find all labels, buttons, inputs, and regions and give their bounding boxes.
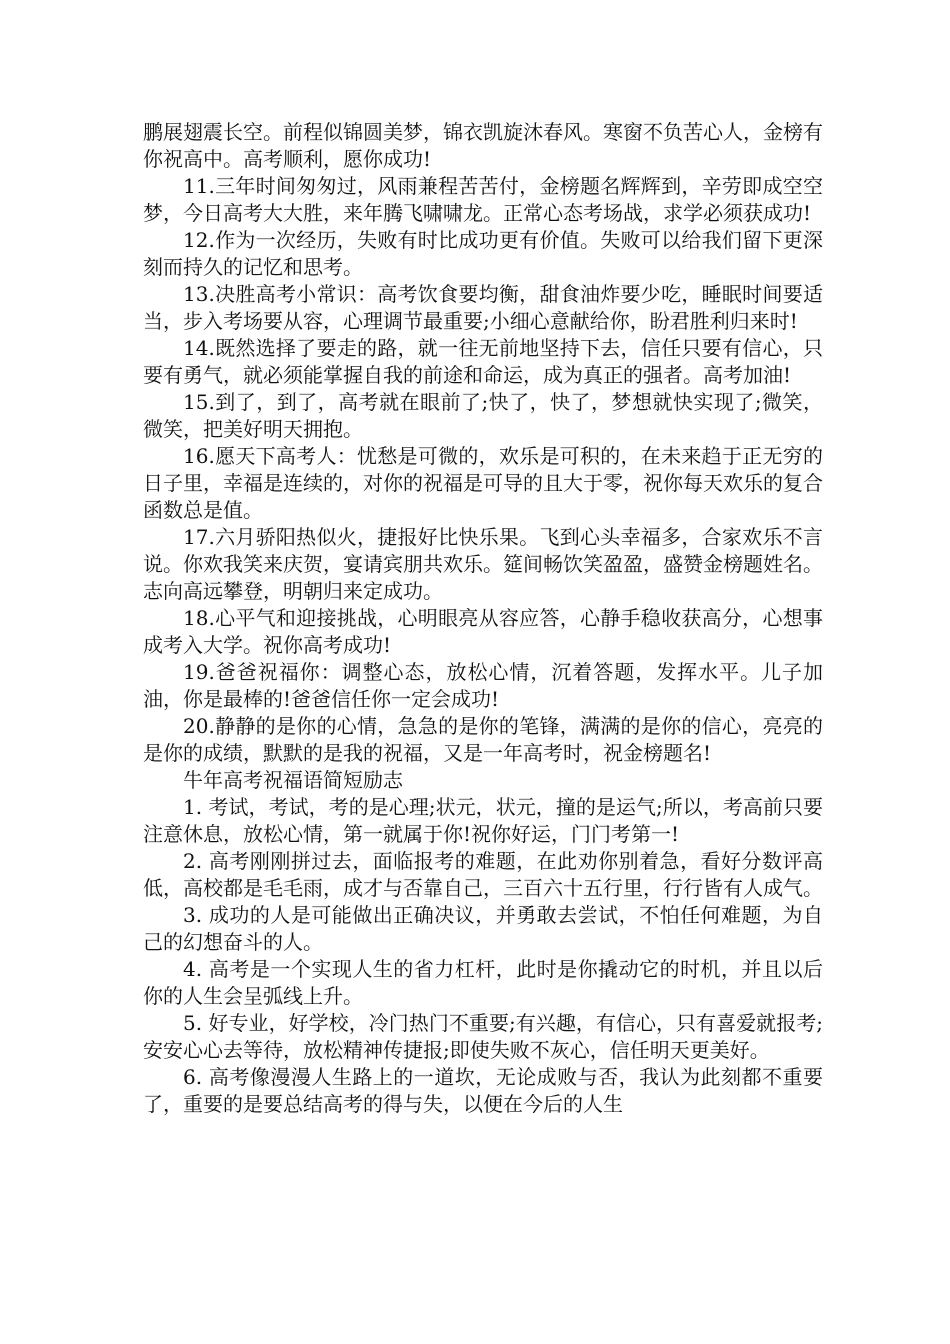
paragraph-item-20: 20.静静的是你的心情，急急的是你的笔锋，满满的是你的信心，亮亮的是你的成绩，默默的是我的祝福，又是一年高考时，祝金榜题名! bbox=[143, 714, 823, 765]
paragraph-item-11: 11.三年时间匆匆过，风雨兼程苦苦付，金榜题名辉辉到，辛劳即成空空梦，今日高考大大胜，来年腾飞啸啸龙。正常心态考场战，求学必须获成功! bbox=[143, 174, 823, 225]
paragraph-item-6: 6. 高考像漫漫人生路上的一道坎，无论成败与否，我认为此刻都不重要了，重要的是要总结高考的得与失，以便在今后的人生 bbox=[143, 1065, 823, 1116]
paragraph-item-14: 14.既然选择了要走的路，就一往无前地坚持下去，信任只要有信心，只要有勇气，就必须能掌握自我的前途和命运，成为真正的强者。高考加油! bbox=[143, 336, 823, 387]
paragraph-item-13: 13.决胜高考小常识：高考饮食要均衡，甜食油炸要少吃，睡眠时间要适当，步入考场要从容，心理调节最重要;小细心意献给你，盼君胜利归来时! bbox=[143, 282, 823, 333]
document-body bbox=[143, 119, 823, 1118]
paragraph-item-3: 3. 成功的人是可能做出正确决议，并勇敢去尝试，不怕任何难题，为自己的幻想奋斗的人。 bbox=[143, 903, 823, 954]
paragraph-item-17: 17.六月骄阳热似火，捷报好比快乐果。飞到心头幸福多，合家欢乐不言说。你欢我笑来庆贺，宴请宾朋共欢乐。筵间畅饮笑盈盈，盛赞金榜题姓名。志向高远攀登，明朝归来定成功。 bbox=[143, 525, 823, 603]
paragraph-item-1: 1. 考试，考试，考的是心理;状元，状元，撞的是运气;所以，考高前只要注意休息，放松心情，第一就属于你!祝你好运，门门考第一! bbox=[143, 795, 823, 846]
paragraph-item-15: 15.到了，到了，高考就在眼前了;快了，快了，梦想就快实现了;微笑，微笑，把美好明天拥抱。 bbox=[143, 390, 823, 441]
paragraph-item-16: 16.愿天下高考人：忧愁是可微的，欢乐是可积的，在未来趋于正无穷的日子里，幸福是连续的，对你的祝福是可导的且大于零，祝你每天欢乐的复合函数总是值。 bbox=[143, 444, 823, 522]
paragraph-continuation: 鹏展翅震长空。前程似锦圆美梦，锦衣凯旋沐春风。寒窗不负苦心人，金榜有你祝高中。高考顺利，愿你成功! bbox=[143, 120, 823, 171]
paragraph-item-5: 5. 好专业，好学校，冷门热门不重要;有兴趣，有信心，只有喜爱就报考;安安心心去等待，放松精神传捷报;即使失败不灰心，信任明天更美好。 bbox=[143, 1011, 823, 1062]
paragraph-item-12: 12.作为一次经历，失败有时比成功更有价值。失败可以给我们留下更深刻而持久的记忆和思考。 bbox=[143, 228, 823, 279]
paragraph-item-2: 2. 高考刚刚拼过去，面临报考的难题，在此劝你别着急，看好分数评高低，高校都是毛毛雨，成才与否靠自己，三百六十五行里，行行皆有人成气。 bbox=[143, 849, 823, 900]
section-heading: 牛年高考祝福语简短励志 bbox=[183, 768, 403, 792]
paragraph-item-19: 19.爸爸祝福你：调整心态，放松心情，沉着答题，发挥水平。儿子加油，你是最棒的!爸爸信任你一定会成功! bbox=[143, 660, 823, 711]
paragraph-item-4: 4. 高考是一个实现人生的省力杠杆，此时是你撬动它的时机，并且以后你的人生会呈弧线上升。 bbox=[143, 957, 823, 1008]
paragraph-item-18: 18.心平气和迎接挑战，心明眼亮从容应答，心静手稳收获高分，心想事成考入大学。祝你高考成功! bbox=[143, 606, 823, 657]
